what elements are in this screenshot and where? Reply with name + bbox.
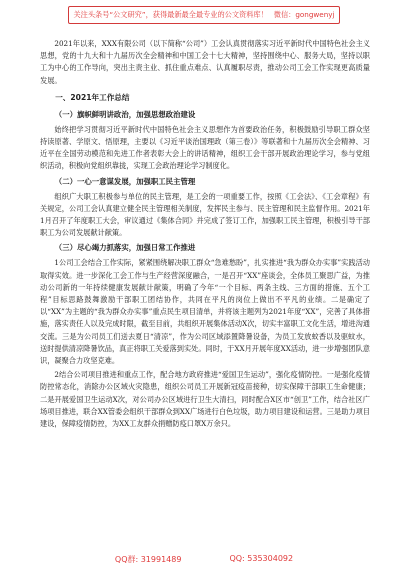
promo-banner [68, 6, 340, 24]
document-body [40, 38, 370, 432]
subsection-title-3: （三）尽心竭力抓落实，加强日常工作推进 [54, 243, 196, 253]
subsection-2-paragraph: 组织广大职工积极参与单位的民主管理，是工会的一项重要工作，按照《工会法》、《工会章程》有关规定，公司工会认真建立健全民主管理相关制度，发挥民主参与、民主管理和民主监督作用。2021年1月召开了年度职工大会，审议通过《集体合同》并完成了签订工作，加强职工民主管理，积极引导干部职工为公司发展献计献策。 [40, 191, 370, 238]
subsection-title-1: （一）旗帜鲜明讲政治，加强思想政治建设 [54, 109, 196, 119]
banner-promo-text: 关注头条号“公文研究”，获得最新最全最专业的公文资料库！ [73, 10, 268, 19]
banner-contact-text: 微信：gongwenyj [273, 10, 335, 19]
footer-qq-group: QQ群: 31991489 [114, 555, 182, 564]
section-title: 一、2021年工作总结 [55, 92, 130, 102]
subsection-3-paragraph-1: 1公司工会结合工作实际，紧紧围绕解决职工群众“急难愁盼”，扎实推进“我为群众办实事”实践活动取得实效。进一步深化工会工作与生产经营深度融合，一是召开“XX”座谈会，全体员工聚思广益，为推动公司新的一年持续健康发展献计献策，明确了今年“一个目标、两条主线、三方面的措施、五个工程”目标思路鼓舞激励干部职工团结协作，共同在平凡的岗位上做出不平凡的业绩。二是确定了以“XX”为主题的“我为群众办实事”重点民生项目清单，并将该主题列为2021年度“XX”，完善了具体措施，落实责任人以及完成时限，截至目前，共组织开展集体活动X次，切实丰富职工文化生活，增进沟通交流。三是为公司员工们送去夏日“清凉”，作为公司区域添置降暑设备，为员工发放蚊香以及驱蚊水，送时提供清凉降暑饮品，真正将职工关爱落到实处。同时，于XX月开展年度XX活动，进一步增强团队意识，凝聚合力攻坚克难。 [40, 258, 370, 366]
footer-qq-number: QQ: 535304092 [229, 554, 294, 563]
subsection-3-paragraph-2: 2结合公司项目推进和重点工作，配合地方政府推进“爱国卫生运动”，强化疫情防控。一是强化疫情防控常态化，消除办公区域火灾隐患，组织公司员工开展新冠疫苗接种，切实保障干部职工生命健康；二是开展爱国卫生运动X次，对公司办公区域进行卫生大清扫，同时配合X区市“创卫”工作，结合社区广场项目推进，联合XX管委会组织干部群众到XX广场进行白色垃圾，助力项目建设和运营。三是助力项目建设，保障疫情防控，为XX工友群众捐赠防疫口罩X万余只。 [40, 370, 370, 429]
footer-contacts [0, 554, 408, 565]
intro-paragraph: 2021年以来，XXX有限公司（以下简称“公司”）工会认真贯彻落实习近平新时代中国特色社会主义思想，党的十九大和十九届历次全会精神和中国工会十七大精神，坚持围绕中心、服务大局，坚持以职工为中心的工作导向，突出主责主业、抓住重点难点、认真履职尽责，推动公司工会工作实现更高质量发展。 [40, 39, 370, 85]
subsection-title-2: （二）一心一意谋发展，加强职工民主管理 [54, 176, 196, 186]
subsection-1-paragraph: 始终把学习贯彻习近平新时代中国特色社会主义思想作为首要政治任务，积极鼓励引导职工群众坚持读原著、学原文、悟原理，主要以《习近平谈治国理政（第三卷）》等联著和十九届历次全会精神、习近平在全国劳动模范和先进工作者表彰大会上的讲话精神，组织工会干部开展政治理论学习，参与党组织活动，积极向党组织靠拢，实现工会政治理论学习制度化。 [40, 124, 370, 171]
